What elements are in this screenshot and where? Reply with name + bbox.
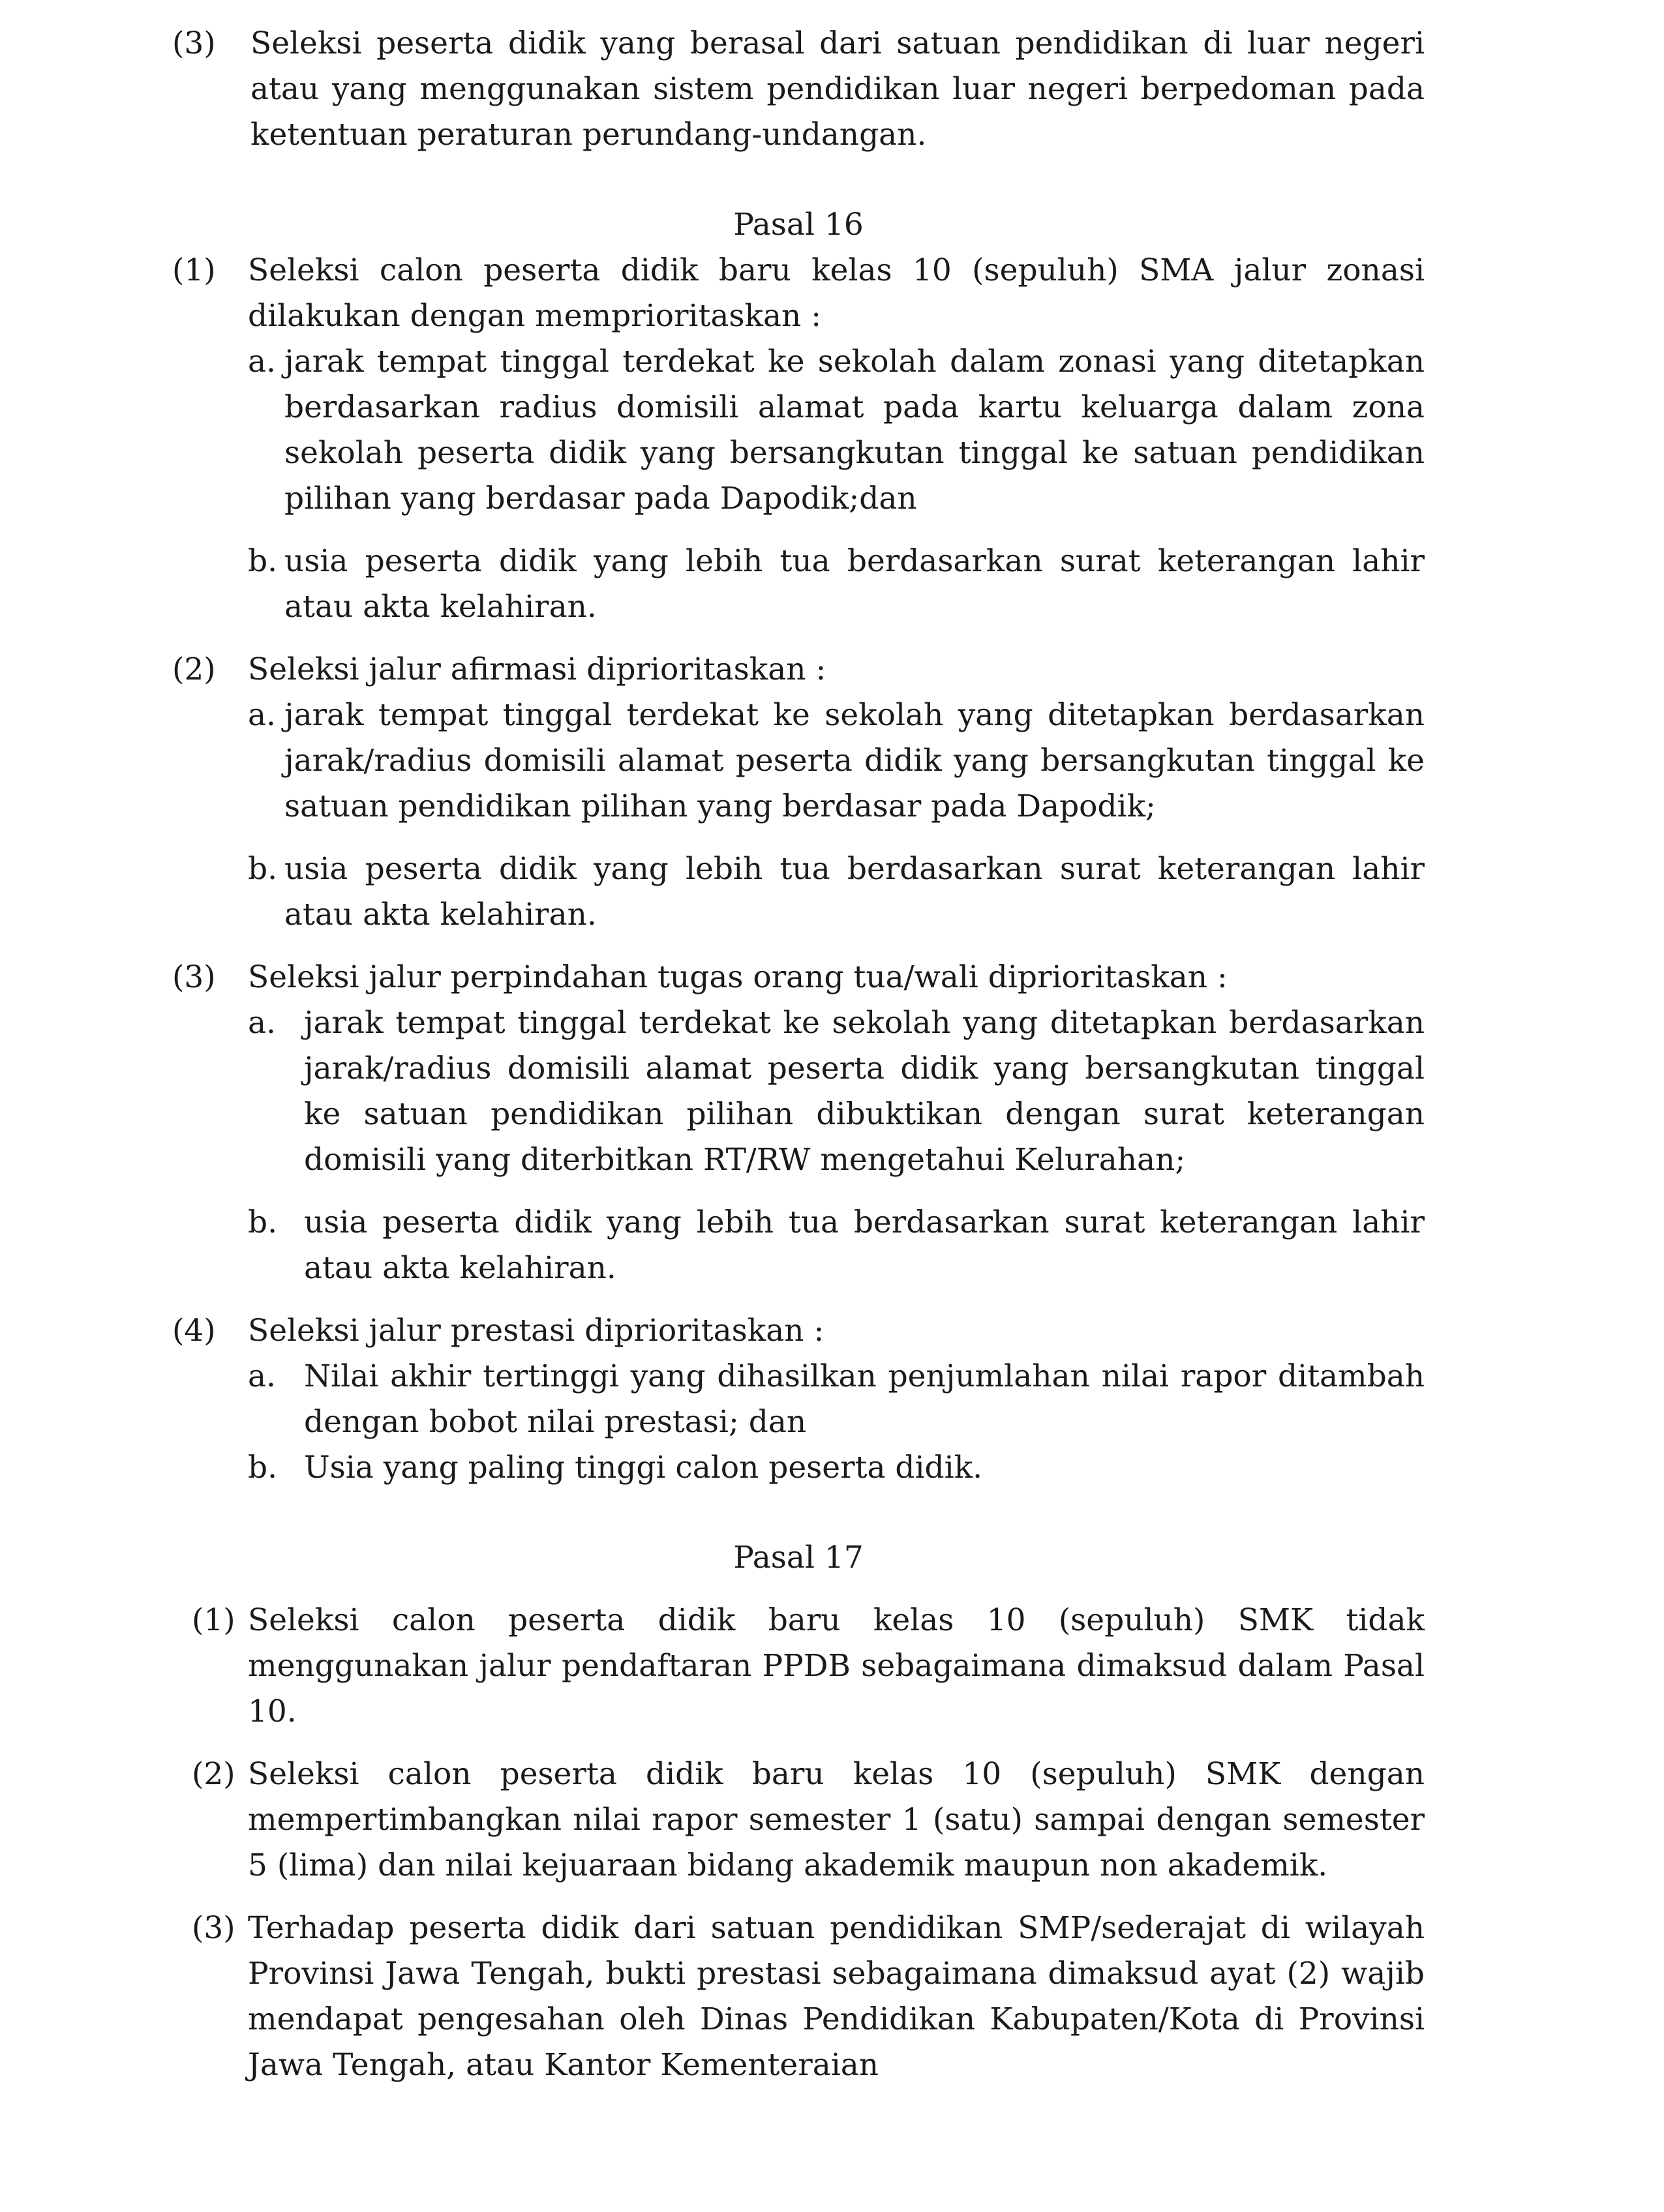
item-letter: a. bbox=[248, 1358, 276, 1394]
paragraph-text: Seleksi calon peserta didik baru kelas 10 (sepuluh) SMA jalur zonasi dilakukan dengan memprioritaskan : bbox=[248, 252, 1425, 334]
paragraph-text: Terhadap peserta didik dari satuan pendidikan SMP/sederajat di wilayah Provinsi Jawa Tengah, bukti prestasi sebagaimana dimaksud ayat (2) wajib mendapat pengesahan oleh Dinas Pendidikan Kabupaten/Kota di Provinsi Jawa Tengah, atau Kantor Kementeraian bbox=[248, 1910, 1425, 2083]
paragraph-text: Seleksi jalur prestasi diprioritaskan : bbox=[248, 1313, 824, 1349]
pasal-16-1-item-b bbox=[248, 539, 1425, 630]
paragraph-number: (1) bbox=[192, 1602, 235, 1638]
item-letter: b. bbox=[248, 1204, 278, 1240]
item-letter: a. bbox=[248, 697, 276, 733]
paragraph-number: (2) bbox=[192, 1756, 235, 1792]
document-body bbox=[172, 21, 1425, 2088]
pasal-16-2-item-b bbox=[248, 846, 1425, 938]
item-letter: b. bbox=[248, 1450, 278, 1486]
paragraph-text: Seleksi calon peserta didik baru kelas 10 (sepuluh) SMK tidak menggunakan jalur pendaftaran PPDB sebagaimana dimaksud dalam Pasal 10. bbox=[248, 1602, 1425, 1729]
pasal-17-paragraph-2 bbox=[172, 1752, 1425, 1889]
paragraph-number: (4) bbox=[172, 1313, 216, 1349]
item-text: Usia yang paling tinggi calon peserta didik. bbox=[304, 1450, 983, 1486]
paragraph-text: Seleksi calon peserta didik baru kelas 10 (sepuluh) SMK dengan mempertimbangkan nilai rapor semester 1 (satu) sampai dengan semester 5 (lima) dan nilai kejuaraan bidang akademik maupun non akademik. bbox=[248, 1756, 1425, 1883]
item-letter: a. bbox=[248, 344, 276, 380]
item-text: usia peserta didik yang lebih tua berdasarkan surat keterangan lahir atau akta kelahiran. bbox=[284, 851, 1425, 933]
paragraph-top-3 bbox=[172, 21, 1425, 158]
pasal-16-4-item-a bbox=[248, 1354, 1425, 1445]
pasal-16-paragraph-3 bbox=[172, 955, 1425, 1000]
paragraph-number: (3) bbox=[192, 1910, 235, 1946]
paragraph-number: (2) bbox=[172, 651, 216, 687]
item-text: jarak tempat tinggal terdekat ke sekolah yang ditetapkan berdasarkan jarak/radius domisili alamat peserta didik yang bersangkutan tinggal ke satuan pendidikan pilihan dibuktikan dengan surat keterangan domisili yang diterbitkan RT/RW mengetahui Kelurahan; bbox=[304, 1005, 1425, 1178]
paragraph-number: (1) bbox=[172, 252, 216, 288]
paragraph-number: (3) bbox=[172, 959, 216, 995]
paragraph-text: Seleksi jalur afirmasi diprioritaskan : bbox=[248, 651, 826, 687]
item-text: jarak tempat tinggal terdekat ke sekolah yang ditetapkan berdasarkan jarak/radius domisili alamat peserta didik yang bersangkutan tinggal ke satuan pendidikan pilihan yang berdasar pada Dapodik; bbox=[284, 697, 1425, 824]
pasal-16-1-item-a bbox=[248, 339, 1425, 522]
pasal-16-4-item-b bbox=[248, 1445, 1425, 1491]
pasal-17-paragraph-3 bbox=[172, 1906, 1425, 2088]
paragraph-number: (3) bbox=[172, 25, 216, 61]
pasal-17-heading: Pasal 17 bbox=[733, 1540, 864, 1576]
pasal-16-3-item-a bbox=[248, 1000, 1425, 1183]
pasal-16-paragraph-4 bbox=[172, 1308, 1425, 1354]
item-text: usia peserta didik yang lebih tua berdasarkan surat keterangan lahir atau akta kelahiran. bbox=[284, 543, 1425, 625]
pasal-17-paragraph-1 bbox=[172, 1598, 1425, 1735]
paragraph-text: Seleksi jalur perpindahan tugas orang tua/wali diprioritaskan : bbox=[248, 959, 1228, 995]
pasal-16-3-item-b bbox=[248, 1200, 1425, 1291]
pasal-16-2-item-a bbox=[248, 693, 1425, 830]
item-text: usia peserta didik yang lebih tua berdasarkan surat keterangan lahir atau akta kelahiran. bbox=[304, 1204, 1425, 1286]
paragraph-text: Seleksi peserta didik yang berasal dari satuan pendidikan di luar negeri atau yang menggunakan sistem pendidikan luar negeri berpedoman pada ketentuan peraturan perundang-undangan. bbox=[250, 25, 1425, 153]
item-letter: a. bbox=[248, 1005, 276, 1041]
pasal-16-paragraph-1 bbox=[172, 248, 1425, 339]
item-letter: b. bbox=[248, 543, 278, 579]
item-text: Nilai akhir tertinggi yang dihasilkan penjumlahan nilai rapor ditambah dengan bobot nilai prestasi; dan bbox=[304, 1358, 1425, 1440]
item-letter: b. bbox=[248, 851, 278, 887]
pasal-16-heading: Pasal 16 bbox=[733, 207, 864, 243]
item-text: jarak tempat tinggal terdekat ke sekolah dalam zonasi yang ditetapkan berdasarkan radius domisili alamat pada kartu keluarga dalam zona sekolah peserta didik yang bersangkutan tinggal ke satuan pendidikan pilihan yang berdasar pada Dapodik;dan bbox=[284, 344, 1425, 516]
pasal-16-paragraph-2 bbox=[172, 647, 1425, 693]
